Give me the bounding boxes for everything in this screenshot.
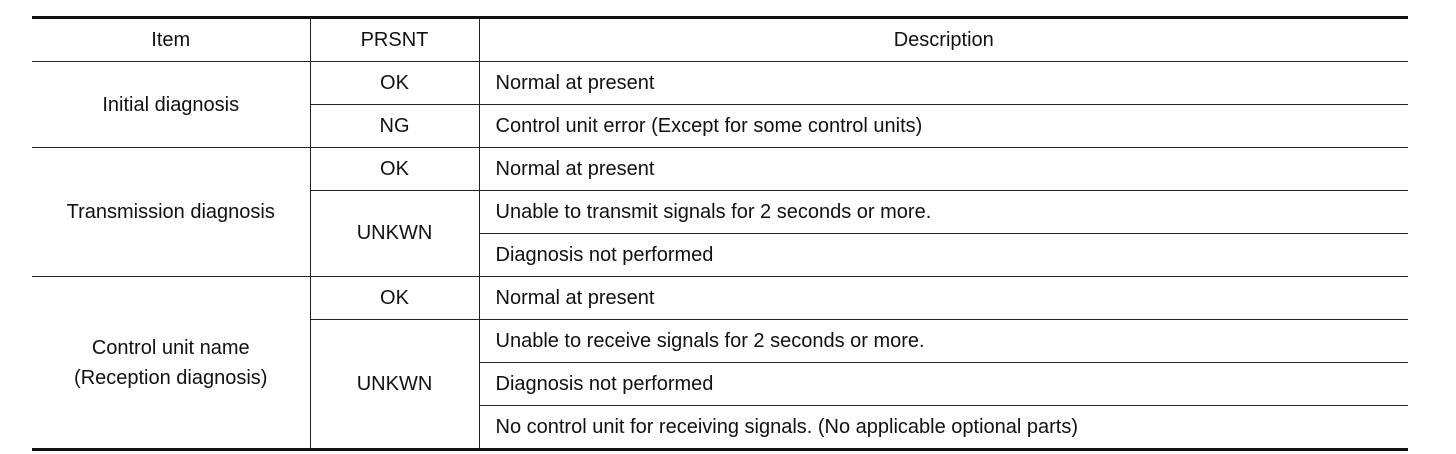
item-cell <box>32 277 310 450</box>
description-cell: Normal at present <box>479 62 1408 105</box>
status-cell: OK <box>310 62 479 105</box>
description-cell: Unable to transmit signals for 2 seconds or more. <box>479 191 1408 234</box>
table-row <box>32 148 1408 191</box>
item-cell <box>32 62 310 148</box>
table-row <box>32 277 1408 320</box>
description-cell: Diagnosis not performed <box>479 234 1408 277</box>
description-cell: Unable to receive signals for 2 seconds or more. <box>479 320 1408 363</box>
description-cell: Normal at present <box>479 148 1408 191</box>
item-label-line-1: Control unit name <box>91 336 250 359</box>
header-description: Description <box>479 18 1408 62</box>
item-label: Initial diagnosis <box>102 93 240 116</box>
item-label-line-2: (Reception diagnosis) <box>74 366 268 389</box>
item-cell <box>32 148 310 277</box>
status-cell: OK <box>310 277 479 320</box>
item-label: Transmission diagnosis <box>66 201 275 223</box>
description-cell: No control unit for receiving signals. (No applicable optional parts) <box>479 406 1408 450</box>
table-header-row <box>32 18 1408 62</box>
status-cell: UNKWN <box>310 320 479 450</box>
description-cell: Control unit error (Except for some control units) <box>479 105 1408 148</box>
status-cell: UNKWN <box>310 191 479 277</box>
description-cell: Diagnosis not performed <box>479 363 1408 406</box>
status-cell: NG <box>310 105 479 148</box>
diagnosis-result-table <box>32 16 1408 451</box>
status-cell: OK <box>310 148 479 191</box>
header-item: Item <box>32 18 310 62</box>
header-prsnt: PRSNT <box>310 18 479 62</box>
table-row <box>32 62 1408 105</box>
description-cell: Normal at present <box>479 277 1408 320</box>
